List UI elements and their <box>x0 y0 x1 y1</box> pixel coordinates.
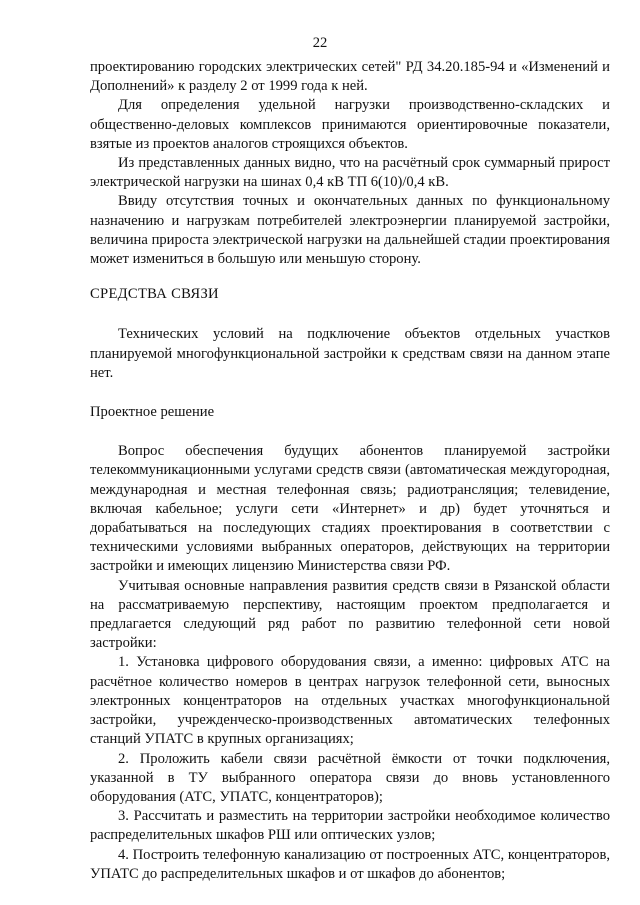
paragraph-continuation: проектированию городских электрических сетей" РД 34.20.185-94 и «Изменений и Дополнений» к разделу 2 от 1999 года к ней. <box>90 59 610 95</box>
page-body <box>90 58 610 884</box>
paragraph-specific-load: Для определения удельной нагрузки производственно-складских и общественно-деловых комплексов принимаются ориентировочные показатели, взятые из проектов аналогов строящихся объектов. <box>90 97 610 152</box>
section-heading: СРЕДСТВА СВЯЗИ <box>90 286 219 303</box>
list-item-digital-equipment: 1. Установка цифрового оборудования связи, а именно: цифровых АТС на расчётное количество номеров в центрах нагрузок телефонной сети, выносных электронных концентраторов на отдельных участках многофункциональной застройки, учрежденческо-производственных автоматических телефонных станций УПАТС в крупных организациях; <box>90 654 610 748</box>
paragraph-development-directions: Учитывая основные направления развития средств связи в Рязанской области на рассматриваемую перспективу, настоящим проектом предполагается и предлагается следующий ряд работ по развитию телефонной сети новой застройки: <box>90 577 610 652</box>
paragraph-data-absence: Ввиду отсутствия точных и окончательных данных по функциональному назначению и нагрузкам потребителей электроэнергии планируемой застройки, величина прироста электрической нагрузки на дальнейшей стадии проектирования может измениться в большую или меньшую сторону. <box>90 193 610 268</box>
page-number: 22 <box>312 35 328 51</box>
paragraph-technical-conditions: Технических условий на подключение объектов отдельных участков планируемой многофункциональной застройки к средствам связи на данном этапе нет. <box>90 326 610 381</box>
subsection-heading: Проектное решение <box>90 404 215 421</box>
list-item-telephone-ducts: 4. Построить телефонную канализацию от построенных АТС, концентраторов, УПАТС до распределительных шкафов и от шкафов до абонентов; <box>90 846 610 882</box>
list-item-cables: 2. Проложить кабели связи расчётной ёмкости от точки подключения, указанной в ТУ выбранного оператора связи до вновь установленного оборудования (АТС, УПАТС, концентраторов); <box>90 750 610 805</box>
paragraph-load-growth: Из представленных данных видно, что на расчётный срок суммарный прирост электрической нагрузки на шинах 0,4 кВ ТП 6(10)/0,4 кВ. <box>90 155 610 191</box>
list-item-distribution-cabinets: 3. Рассчитать и разместить на территории застройки необходимое количество распределительных шкафов РШ или оптических узлов; <box>90 808 610 844</box>
paragraph-subscribers-question: Вопрос обеспечения будущих абонентов планируемой застройки телекоммуникационными услугами средств связи (автоматическая междугородная, международная и местная телефонная связь; радиотрансляция; телевидение, включая кабельное; услуги сети «Интернет» и др) будет уточняться и дорабатываться на последующих стадиях проектирования в соответствии с техническими условиями выбранных операторов, действующих на территории застройки и имеющих лицензию Министерства связи РФ. <box>90 443 610 575</box>
